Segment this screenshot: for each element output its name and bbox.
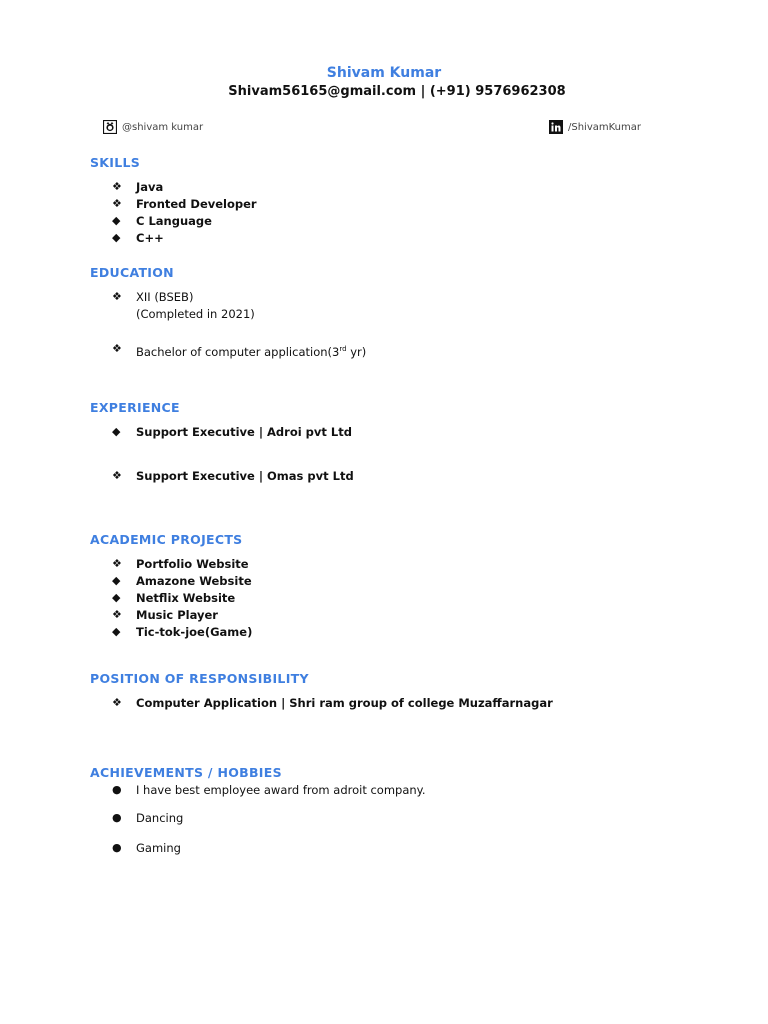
bullet-icon: ◆	[112, 591, 121, 604]
education-heading: EDUCATION	[90, 265, 174, 280]
bullet-icon: ❖	[112, 342, 122, 355]
skill-item: ◆ C Language	[112, 214, 212, 228]
bullet-icon: ●	[112, 783, 122, 796]
bullet-icon: ◆	[112, 231, 121, 244]
project-item: ◆ Tic-tok-joe(Game)	[112, 625, 253, 639]
project-item: ❖ Portfolio Website	[112, 557, 249, 571]
bullet-icon: ❖	[112, 608, 122, 621]
linkedin-link[interactable]	[549, 120, 641, 134]
candidate-name: Shivam Kumar	[326, 65, 442, 81]
education-item	[112, 290, 255, 321]
education-degree: XII (BSEB)	[136, 290, 194, 304]
achievement-item: ● Dancing	[112, 811, 184, 825]
bullet-icon: ◆	[112, 625, 121, 638]
skill-item: ❖ Fronted Developer	[112, 197, 257, 211]
project-item: ❖ Music Player	[112, 608, 218, 622]
github-handle: @shivam kumar	[122, 121, 204, 133]
project-item: ◆ Amazone Website	[112, 574, 252, 588]
github-icon	[103, 120, 117, 134]
bullet-icon: ❖	[112, 469, 122, 482]
bullet-icon: ❖	[112, 557, 122, 570]
skill-item: ◆ C++	[112, 231, 164, 245]
education-degree: Bachelor of computer application(3rd yr)	[136, 344, 367, 359]
achievement-item: ● I have best employee award from adroit company.	[112, 783, 426, 797]
github-link[interactable]	[103, 120, 203, 134]
bullet-icon: ❖	[112, 180, 122, 193]
contact-info: Shivam56165@gmail.com | (+91) 9576962308	[228, 84, 566, 99]
achievements-heading: ACHIEVEMENTS / HOBBIES	[90, 765, 282, 780]
skill-item: ❖ Java	[112, 180, 164, 194]
project-item: ◆ Netflix Website	[112, 591, 236, 605]
responsibility-item: ❖ Computer Application | Shri ram group of college Muzaffarnagar	[112, 696, 553, 710]
bullet-icon: ❖	[112, 197, 122, 210]
bullet-icon: ❖	[112, 696, 122, 709]
projects-heading: ACADEMIC PROJECTS	[90, 532, 243, 547]
bullet-icon: ◆	[112, 574, 121, 587]
experience-item: ◆ Support Executive | Adroi pvt Ltd	[112, 425, 352, 439]
education-completion: (Completed in 2021)	[136, 307, 255, 321]
linkedin-icon	[549, 120, 563, 134]
linkedin-handle: /ShivamKumar	[568, 121, 641, 133]
bullet-icon: ●	[112, 841, 122, 854]
achievement-item: ● Gaming	[112, 841, 181, 855]
skills-heading: SKILLS	[90, 155, 141, 170]
bullet-icon: ◆	[112, 214, 121, 227]
education-item	[112, 342, 366, 359]
experience-heading: EXPERIENCE	[90, 400, 180, 415]
bullet-icon: ◆	[112, 425, 121, 438]
bullet-icon: ❖	[112, 290, 122, 303]
experience-item: ❖ Support Executive | Omas pvt Ltd	[112, 469, 354, 483]
responsibility-heading: POSITION OF RESPONSIBILITY	[90, 671, 309, 686]
bullet-icon: ●	[112, 811, 122, 824]
